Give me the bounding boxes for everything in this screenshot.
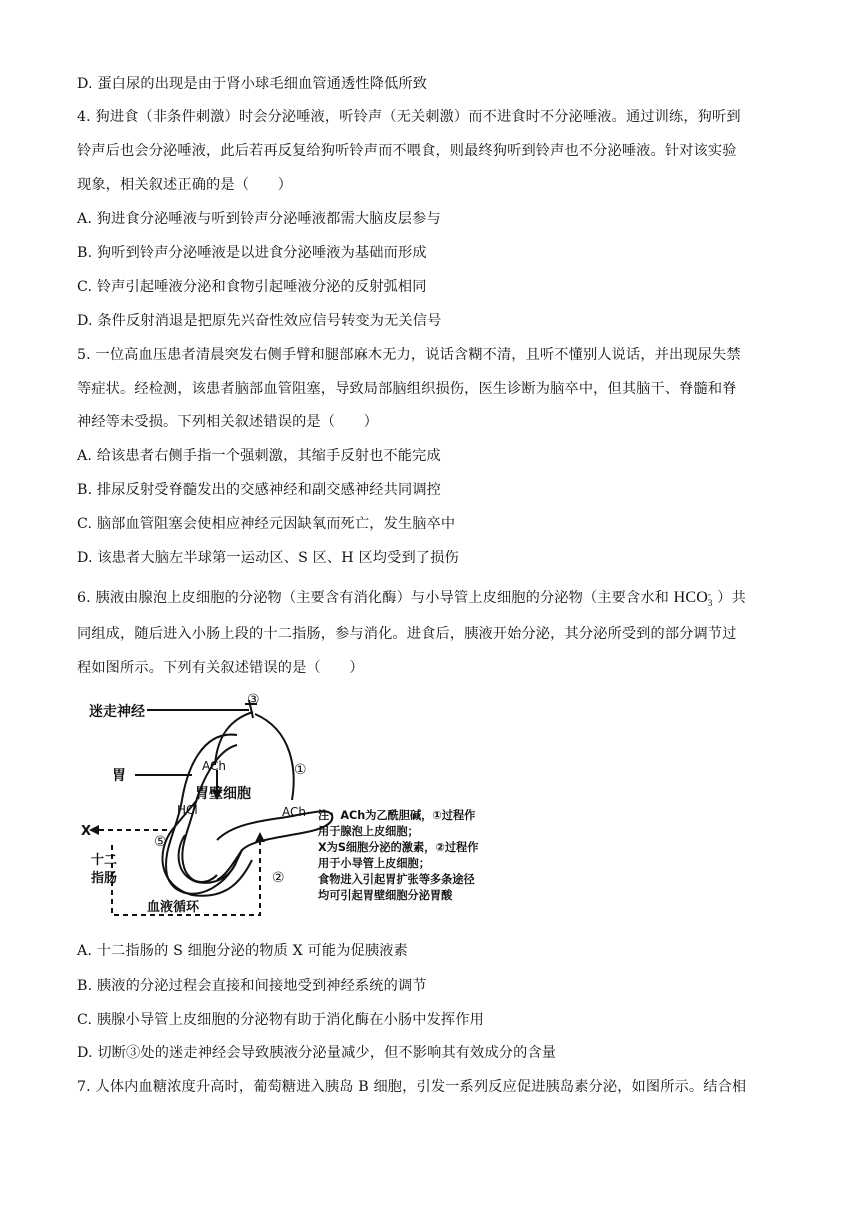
- marker-1: ①: [294, 762, 307, 778]
- option-c: C. 胰腺小导管上皮细胞的分泌物有助于消化酶在小肠中发挥作用: [77, 1012, 484, 1028]
- diagram-note: [318, 808, 528, 904]
- ach-label: ACh: [202, 759, 226, 773]
- question-6-stem: 同组成，随后进入小肠上段的十二指肠，参与消化。进食后，胰液开始分泌，其分泌所受到的部分调节过: [77, 626, 737, 642]
- text: HCO: [673, 589, 708, 606]
- note-line: 用于腺泡上皮细胞；: [318, 825, 419, 838]
- question-6-stem: [77, 588, 746, 608]
- note-line: 注：ACh为乙酰胆碱，①过程作: [318, 809, 476, 822]
- ach-label: ACh: [282, 805, 306, 819]
- duodenum-label: 指肠: [91, 871, 118, 886]
- note-line: X为S细胞分泌的激素，②过程作: [318, 841, 479, 854]
- line: D. 蛋白尿的出现是由于肾小球毛细血管通透性降低所致: [77, 76, 428, 92]
- question-4-stem: 现象，相关叙述正确的是（ ）: [77, 177, 293, 193]
- hco3-formula: [674, 589, 713, 606]
- note-line: 均可引起胃壁细胞分泌胃酸: [318, 889, 453, 902]
- hcl-label: HCl: [177, 803, 198, 817]
- duodenum-label: 十二: [91, 853, 118, 868]
- option-c: C. 铃声引起唾液分泌和食物引起唾液分泌的反射弧相同: [77, 279, 427, 295]
- text: ）共: [717, 590, 746, 606]
- note-line: 用于小导管上皮细胞；: [318, 857, 430, 870]
- option-d: D. 切断③处的迷走神经会导致胰液分泌量减少，但不影响其有效成分的含量: [77, 1045, 557, 1061]
- subscript: 3: [707, 598, 713, 608]
- question-7-stem: 7. 人体内血糖浓度升高时，葡萄糖进入胰岛 B 细胞，引发一系列反应促进胰岛素分泌，如图所示。结合相: [77, 1079, 747, 1095]
- vagus-label: 迷走神经: [89, 704, 145, 720]
- option-a: A. 十二指肠的 S 细胞分泌的物质 X 可能为促胰液素: [77, 943, 408, 959]
- question-5-stem: 神经等未受损。下列相关叙述错误的是（ ）: [77, 414, 379, 430]
- stomach-label: 胃: [112, 768, 126, 784]
- option-c: C. 脑部血管阻塞会使相应神经元因缺氧而死亡，发生脑卒中: [77, 516, 456, 532]
- option-b: B. 狗听到铃声分泌唾液是以进食分泌唾液为基础而形成: [77, 245, 427, 261]
- option-b: B. 胰液的分泌过程会直接和间接地受到神经系统的调节: [77, 978, 427, 994]
- text: 6. 胰液由腺泡上皮细胞的分泌物（主要含有消化酶）与小导管上皮细胞的分泌物（主要含水和: [77, 590, 669, 606]
- option-a: A. 狗进食分泌唾液与听到铃声分泌唾液都需大脑皮层参与: [77, 211, 441, 227]
- option-d: D. 条件反射消退是把原先兴奋性效应信号转变为无关信号: [77, 313, 442, 329]
- marker-5: ⑤: [154, 834, 167, 850]
- note-line: 食物进入引起胃扩张等多条途径: [318, 873, 475, 886]
- parietal-cell-label: 胃壁细胞: [195, 786, 251, 802]
- option-b: B. 排尿反射受脊髓发出的交感神经和副交感神经共同调控: [77, 482, 441, 498]
- question-5-stem: 5. 一位高血压患者清晨突发右侧手臂和腿部麻木无力，说话含糊不清，且听不懂别人说话，并出现尿失禁: [77, 347, 741, 363]
- marker-2: ②: [272, 870, 285, 886]
- question-6-stem: 程如图所示。下列有关叙述错误的是（ ）: [77, 660, 364, 676]
- question-4-stem: 4. 狗进食（非条件刺激）时会分泌唾液，听铃声（无关刺激）而不进食时不分泌唾液。通过训练，狗听到: [77, 109, 741, 125]
- blood-circulation-label: 血液循环: [147, 900, 200, 915]
- x-label: X: [81, 824, 92, 839]
- question-4-stem: 铃声后也会分泌唾液，此后若再反复给狗听铃声而不喂食，则最终狗听到铃声也不分泌唾液。针对该实验: [77, 143, 737, 159]
- superscript: -: [707, 589, 712, 599]
- question-5-stem: 等症状。经检测，该患者脑部血管阻塞，导致局部脑组织损伤，医生诊断为脑卒中，但其脑干、脊髓和脊: [77, 381, 737, 397]
- option-a: A. 给该患者右侧手指一个强刺激，其缩手反射也不能完成: [77, 448, 441, 464]
- marker-3: ③: [247, 692, 260, 708]
- option-d: D. 该患者大脑左半球第一运动区、S 区、H 区均受到了损伤: [77, 550, 459, 566]
